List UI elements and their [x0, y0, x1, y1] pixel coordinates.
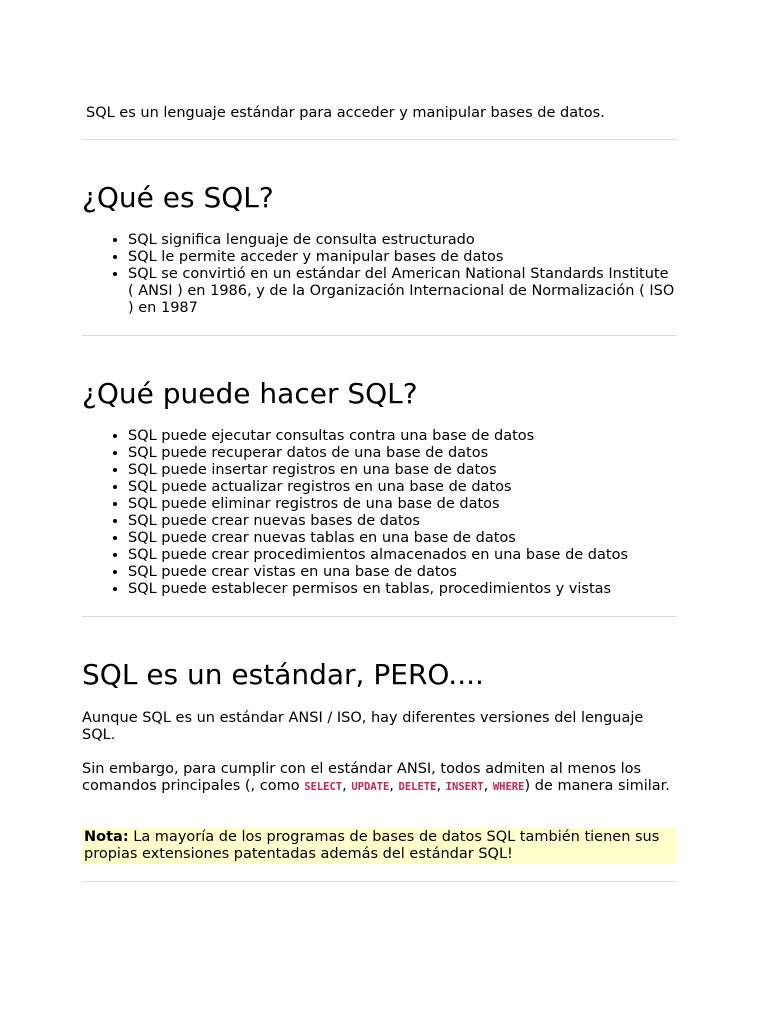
- command-where: WHERE: [492, 781, 525, 793]
- note-label: Nota:: [84, 829, 129, 845]
- commands-text-end: ) de manera similar.: [524, 778, 670, 794]
- list-item: • SQL puede actualizar registros en una base de datos: [128, 479, 628, 496]
- intro-text: SQL es un lenguaje estándar para acceder y manipular bases de datos.: [86, 105, 605, 121]
- list-item: • SQL puede establecer permisos en tablas, procedimientos y vistas: [128, 581, 628, 598]
- separator: ,: [436, 778, 446, 794]
- list-item: • SQL puede ejecutar consultas contra una base de datos: [128, 428, 628, 445]
- section-title-sql-standard: SQL es un estándar, PERO....: [82, 658, 484, 691]
- list-item: • SQL puede eliminar registros de una base de datos: [128, 496, 628, 513]
- section-title-what-can-sql-do: ¿Qué puede hacer SQL?: [82, 377, 418, 410]
- divider: [82, 335, 677, 336]
- what-is-sql-list: [82, 232, 677, 317]
- command-select: SELECT: [304, 781, 343, 793]
- list-item: • SQL puede insertar registros en una base de datos: [128, 462, 628, 479]
- commands-text-start: Sin embargo, para cumplir con el estándar ANSI, todos admiten al menos los comandos principales (, como: [82, 761, 642, 794]
- standard-paragraph: Aunque SQL es un estándar ANSI / ISO, hay diferentes versiones del lenguaje SQL.: [82, 710, 644, 743]
- list-item: • SQL se convirtió en un estándar del American National Standards Institute ( ANSI ) en 1986, y de la Organización Internacional de Normalización ( ISO ) en 1987: [128, 266, 677, 317]
- list-item: • SQL puede crear nuevas bases de datos: [128, 513, 628, 530]
- list-item: • SQL puede crear vistas en una base de datos: [128, 564, 628, 581]
- separator: ,: [342, 778, 352, 794]
- what-can-sql-do-list: [82, 428, 628, 598]
- separator: ,: [483, 778, 493, 794]
- list-item: • SQL significa lenguaje de consulta estructurado: [128, 232, 677, 249]
- divider: [82, 616, 677, 617]
- commands-paragraph: [82, 761, 677, 796]
- divider: [82, 881, 677, 882]
- separator: ,: [389, 778, 399, 794]
- list-item: • SQL le permite acceder y manipular bases de datos: [128, 249, 677, 266]
- command-update: UPDATE: [351, 781, 390, 793]
- note-box: [82, 828, 677, 864]
- list-item: • SQL puede crear nuevas tablas en una base de datos: [128, 530, 628, 547]
- section-title-what-is-sql: ¿Qué es SQL?: [82, 181, 274, 214]
- command-delete: DELETE: [398, 781, 437, 793]
- list-item: • SQL puede recuperar datos de una base de datos: [128, 445, 628, 462]
- command-insert: INSERT: [445, 781, 484, 793]
- note-text: La mayoría de los programas de bases de datos SQL también tienen sus propias extensiones patentadas además del estándar SQL!: [84, 829, 660, 862]
- divider: [82, 139, 677, 140]
- list-item: • SQL puede crear procedimientos almacenados en una base de datos: [128, 547, 628, 564]
